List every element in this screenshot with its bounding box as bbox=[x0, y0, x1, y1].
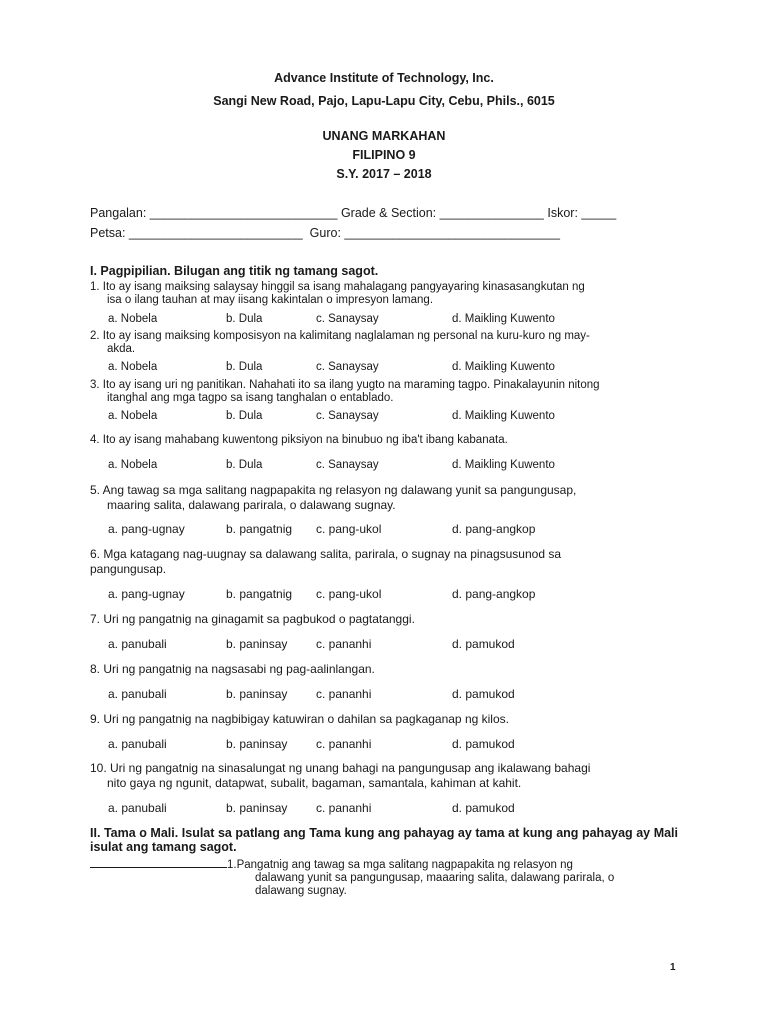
question-10-options bbox=[108, 801, 668, 815]
question-text-continued: maaring salita, dalawang parirala, o dalawang sugnay. bbox=[107, 498, 396, 512]
option-a[interactable]: a. pang-ugnay bbox=[108, 522, 185, 536]
question-6 bbox=[90, 547, 678, 577]
option-b[interactable]: b. Dula bbox=[226, 459, 263, 471]
option-d[interactable]: d. pamukod bbox=[452, 737, 515, 751]
question-text-continued: itanghal ang mga tagpo sa isang tanghalan o entablado. bbox=[107, 392, 394, 404]
question-7-options bbox=[108, 637, 668, 651]
question-2-options bbox=[108, 361, 668, 375]
student-info-line-1: Pangalan: ___________________________ Grade & Section: _______________ Iskor: _____ bbox=[90, 206, 617, 220]
option-b[interactable]: b. paninsay bbox=[226, 637, 288, 651]
question-1-options bbox=[108, 313, 668, 327]
option-b[interactable]: b. paninsay bbox=[226, 801, 288, 815]
option-d[interactable]: d. pamukod bbox=[452, 637, 515, 651]
option-a[interactable]: a. panubali bbox=[108, 737, 167, 751]
section-1-title: I. Pagpipilian. Bilugan ang titik ng tamang sagot. bbox=[90, 264, 379, 278]
school-year: S.Y. 2017 – 2018 bbox=[336, 167, 432, 181]
option-c[interactable]: c. Sanaysay bbox=[316, 410, 379, 422]
option-c[interactable]: c. Sanaysay bbox=[316, 313, 379, 325]
option-a[interactable]: a. panubali bbox=[108, 801, 167, 815]
option-b[interactable]: b. paninsay bbox=[226, 687, 288, 701]
option-b[interactable]: b. paninsay bbox=[226, 737, 288, 751]
statement-text-continued: dalawang yunit sa pangungusap, maaaring salita, dalawang parirala, o bbox=[255, 872, 615, 884]
question-text: 4. Ito ay isang mahabang kuwentong piksiyon na binubuo ng iba't ibang kabanata. bbox=[90, 434, 508, 446]
question-text-continued: pangungusap. bbox=[90, 562, 167, 576]
question-6-options bbox=[108, 587, 668, 601]
option-b[interactable]: b. Dula bbox=[226, 313, 263, 325]
option-c[interactable]: c. pananhi bbox=[316, 687, 372, 701]
question-4-options bbox=[108, 459, 668, 473]
statement-text: 1.Pangatnig ang tawag sa mga salitang nagpapakita ng relasyon ng bbox=[227, 859, 573, 871]
answer-blank[interactable] bbox=[90, 857, 227, 868]
question-3 bbox=[90, 379, 678, 405]
exam-subject: FILIPINO 9 bbox=[352, 148, 416, 162]
option-b[interactable]: b. Dula bbox=[226, 361, 263, 373]
question-9-options bbox=[108, 737, 668, 751]
question-7 bbox=[90, 612, 678, 627]
section-2-title: II. Tama o Mali. Isulat sa patlang ang Tama kung ang pahayag ay tama at kung ang pahayag ay Mali isulat ang tamang sagot. bbox=[90, 826, 678, 854]
statement-text-continued: dalawang sugnay. bbox=[255, 885, 347, 897]
question-text: 8. Uri ng pangatnig na nagsasabi ng pag-aalinlangan. bbox=[90, 662, 375, 676]
option-c[interactable]: c. pananhi bbox=[316, 801, 372, 815]
student-info-line-2: Petsa: _________________________ Guro: _______________________________ bbox=[90, 226, 560, 240]
option-b[interactable]: b. pangatnig bbox=[226, 522, 293, 536]
question-text: 3. Ito ay isang uri ng panitikan. Nahahati ito sa ilang yugto na maraming tagpo. Pinakalayunin nitong bbox=[90, 379, 600, 391]
question-2 bbox=[90, 330, 678, 356]
question-text: 1. Ito ay isang maiksing salaysay hinggil sa isang mahalagang pangyayaring kinasasangkutan ng bbox=[90, 281, 585, 293]
question-text: 7. Uri ng pangatnig na ginagamit sa pagbukod o pagtatanggi. bbox=[90, 612, 415, 626]
option-d[interactable]: d. Maikling Kuwento bbox=[452, 361, 555, 373]
question-text-continued: isa o ilang tauhan at may iisang kakintalan o impresyon lamang. bbox=[107, 294, 434, 306]
question-text-continued: nito gaya ng ngunit, datapwat, subalit, bagaman, samantala, kahiman at kahit. bbox=[107, 776, 522, 790]
question-text: 2. Ito ay isang maiksing komposisyon na kalimitang naglalaman ng personal na kuru-kuro ng may- bbox=[90, 330, 590, 342]
question-text: 5. Ang tawag sa mga salitang nagpapakita ng relasyon ng dalawang yunit sa pangungusap, bbox=[90, 483, 577, 497]
option-d[interactable]: d. pamukod bbox=[452, 687, 515, 701]
option-d[interactable]: d. pang-angkop bbox=[452, 522, 536, 536]
option-c[interactable]: c. pananhi bbox=[316, 637, 372, 651]
question-text: 9. Uri ng pangatnig na nagbibigay katuwiran o dahilan sa pagkaganap ng kilos. bbox=[90, 712, 509, 726]
option-d[interactable]: d. pamukod bbox=[452, 801, 515, 815]
question-1 bbox=[90, 281, 678, 307]
question-9 bbox=[90, 712, 678, 727]
exam-term: UNANG MARKAHAN bbox=[322, 129, 446, 143]
option-d[interactable]: d. Maikling Kuwento bbox=[452, 313, 555, 325]
option-a[interactable]: a. Nobela bbox=[108, 410, 158, 422]
option-c[interactable]: c. pananhi bbox=[316, 737, 372, 751]
true-false-item-1 bbox=[90, 857, 678, 898]
question-5-options bbox=[108, 522, 668, 536]
option-a[interactable]: a. pang-ugnay bbox=[108, 587, 185, 601]
option-a[interactable]: a. Nobela bbox=[108, 361, 158, 373]
question-text-continued: akda. bbox=[107, 343, 136, 355]
question-3-options bbox=[108, 410, 668, 424]
option-b[interactable]: b. pangatnig bbox=[226, 587, 293, 601]
page-number: 1 bbox=[670, 962, 676, 973]
school-name: Advance Institute of Technology, Inc. bbox=[274, 71, 494, 85]
option-a[interactable]: a. panubali bbox=[108, 637, 167, 651]
option-d[interactable]: d. pang-angkop bbox=[452, 587, 536, 601]
question-text: 6. Mga katagang nag-uugnay sa dalawang salita, parirala, o sugnay na pinagsusunod sa bbox=[90, 547, 561, 561]
school-address: Sangi New Road, Pajo, Lapu-Lapu City, Cebu, Phils., 6015 bbox=[213, 94, 555, 108]
option-c[interactable]: c. Sanaysay bbox=[316, 459, 379, 471]
option-c[interactable]: c. pang-ukol bbox=[316, 522, 382, 536]
option-a[interactable]: a. Nobela bbox=[108, 459, 158, 471]
option-b[interactable]: b. Dula bbox=[226, 410, 263, 422]
question-8-options bbox=[108, 687, 668, 701]
question-5 bbox=[90, 483, 678, 513]
question-4 bbox=[90, 434, 678, 447]
question-8 bbox=[90, 662, 678, 677]
question-10 bbox=[90, 761, 678, 791]
option-d[interactable]: d. Maikling Kuwento bbox=[452, 459, 555, 471]
option-d[interactable]: d. Maikling Kuwento bbox=[452, 410, 555, 422]
question-text: 10. Uri ng pangatnig na sinasalungat ng unang bahagi na pangungusap ang ikalawang bahagi bbox=[90, 761, 591, 775]
option-a[interactable]: a. Nobela bbox=[108, 313, 158, 325]
option-c[interactable]: c. pang-ukol bbox=[316, 587, 382, 601]
option-a[interactable]: a. panubali bbox=[108, 687, 167, 701]
option-c[interactable]: c. Sanaysay bbox=[316, 361, 379, 373]
